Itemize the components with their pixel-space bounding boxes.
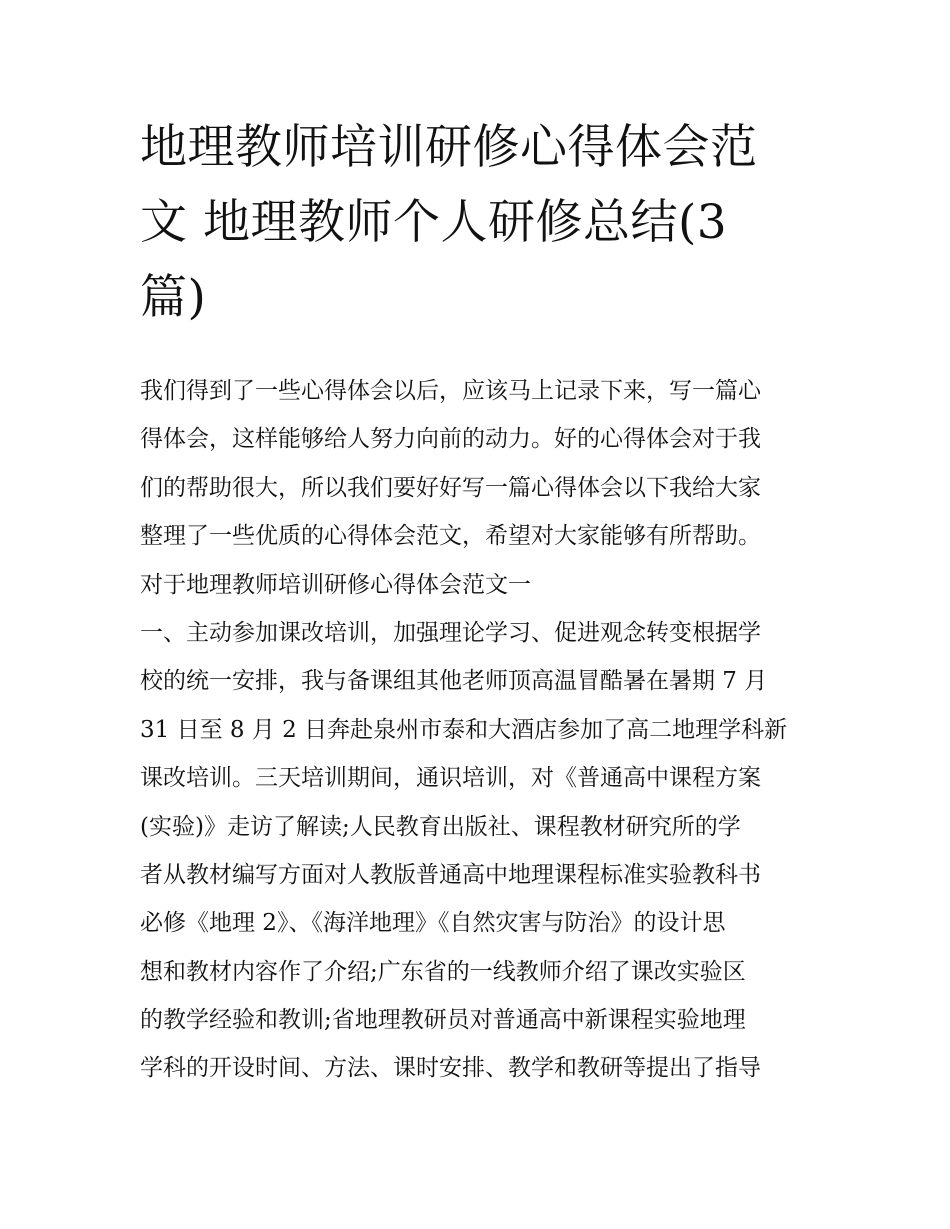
body-line: 学科的开设时间、方法、课时安排、教学和教研等提出了指导	[140, 1055, 761, 1082]
body-line: 想和教材内容作了介绍;广东省的一线教师介绍了课改实验区	[140, 958, 746, 985]
document-title	[140, 110, 820, 335]
body-line: 必修《地理 2》、《海洋地理》《自然灾害与防治》的设计思	[140, 910, 726, 937]
body-line: 们的帮助很大，所以我们要好好写一篇心得体会以下我给大家	[140, 474, 761, 501]
body-line: (实验)》走访了解读;人民教育出版社、课程教材研究所的学	[140, 813, 741, 840]
body-line: 得体会，这样能够给人努力向前的动力。好的心得体会对于我	[140, 426, 761, 453]
body-line: 校的统一安排，我与备课组其他老师顶高温冒酷暑在暑期 7 月	[140, 668, 768, 695]
body-line: 一、主动参加课改培训，加强理论学习、促进观念转变根据学	[140, 619, 761, 646]
title-line: 地理教师培训研修心得体会范	[140, 120, 758, 175]
document-body	[140, 367, 820, 1093]
body-line: 我们得到了一些心得体会以后，应该马上记录下来，写一篇心	[140, 378, 761, 404]
document-page	[140, 110, 820, 1093]
body-line: 的教学经验和教训;省地理教研员对普通高中新课程实验地理	[140, 1007, 746, 1034]
title-line: 文 地理教师个人研修总结(3	[140, 195, 728, 250]
body-line: 整理了一些优质的心得体会范文，希望对大家能够有所帮助。	[140, 523, 761, 550]
body-line: 者从教材编写方面对人教版普通高中地理课程标准实验教科书	[140, 861, 761, 888]
title-line: 篇)	[140, 270, 207, 325]
body-line: 课改培训。三天培训期间，通识培训，对《普通高中课程方案	[140, 765, 761, 792]
body-line: 31 日至 8 月 2 日奔赴泉州市泰和大酒店参加了高二地理学科新	[140, 716, 788, 743]
section-heading: 对于地理教师培训研修心得体会范文一	[140, 571, 531, 598]
